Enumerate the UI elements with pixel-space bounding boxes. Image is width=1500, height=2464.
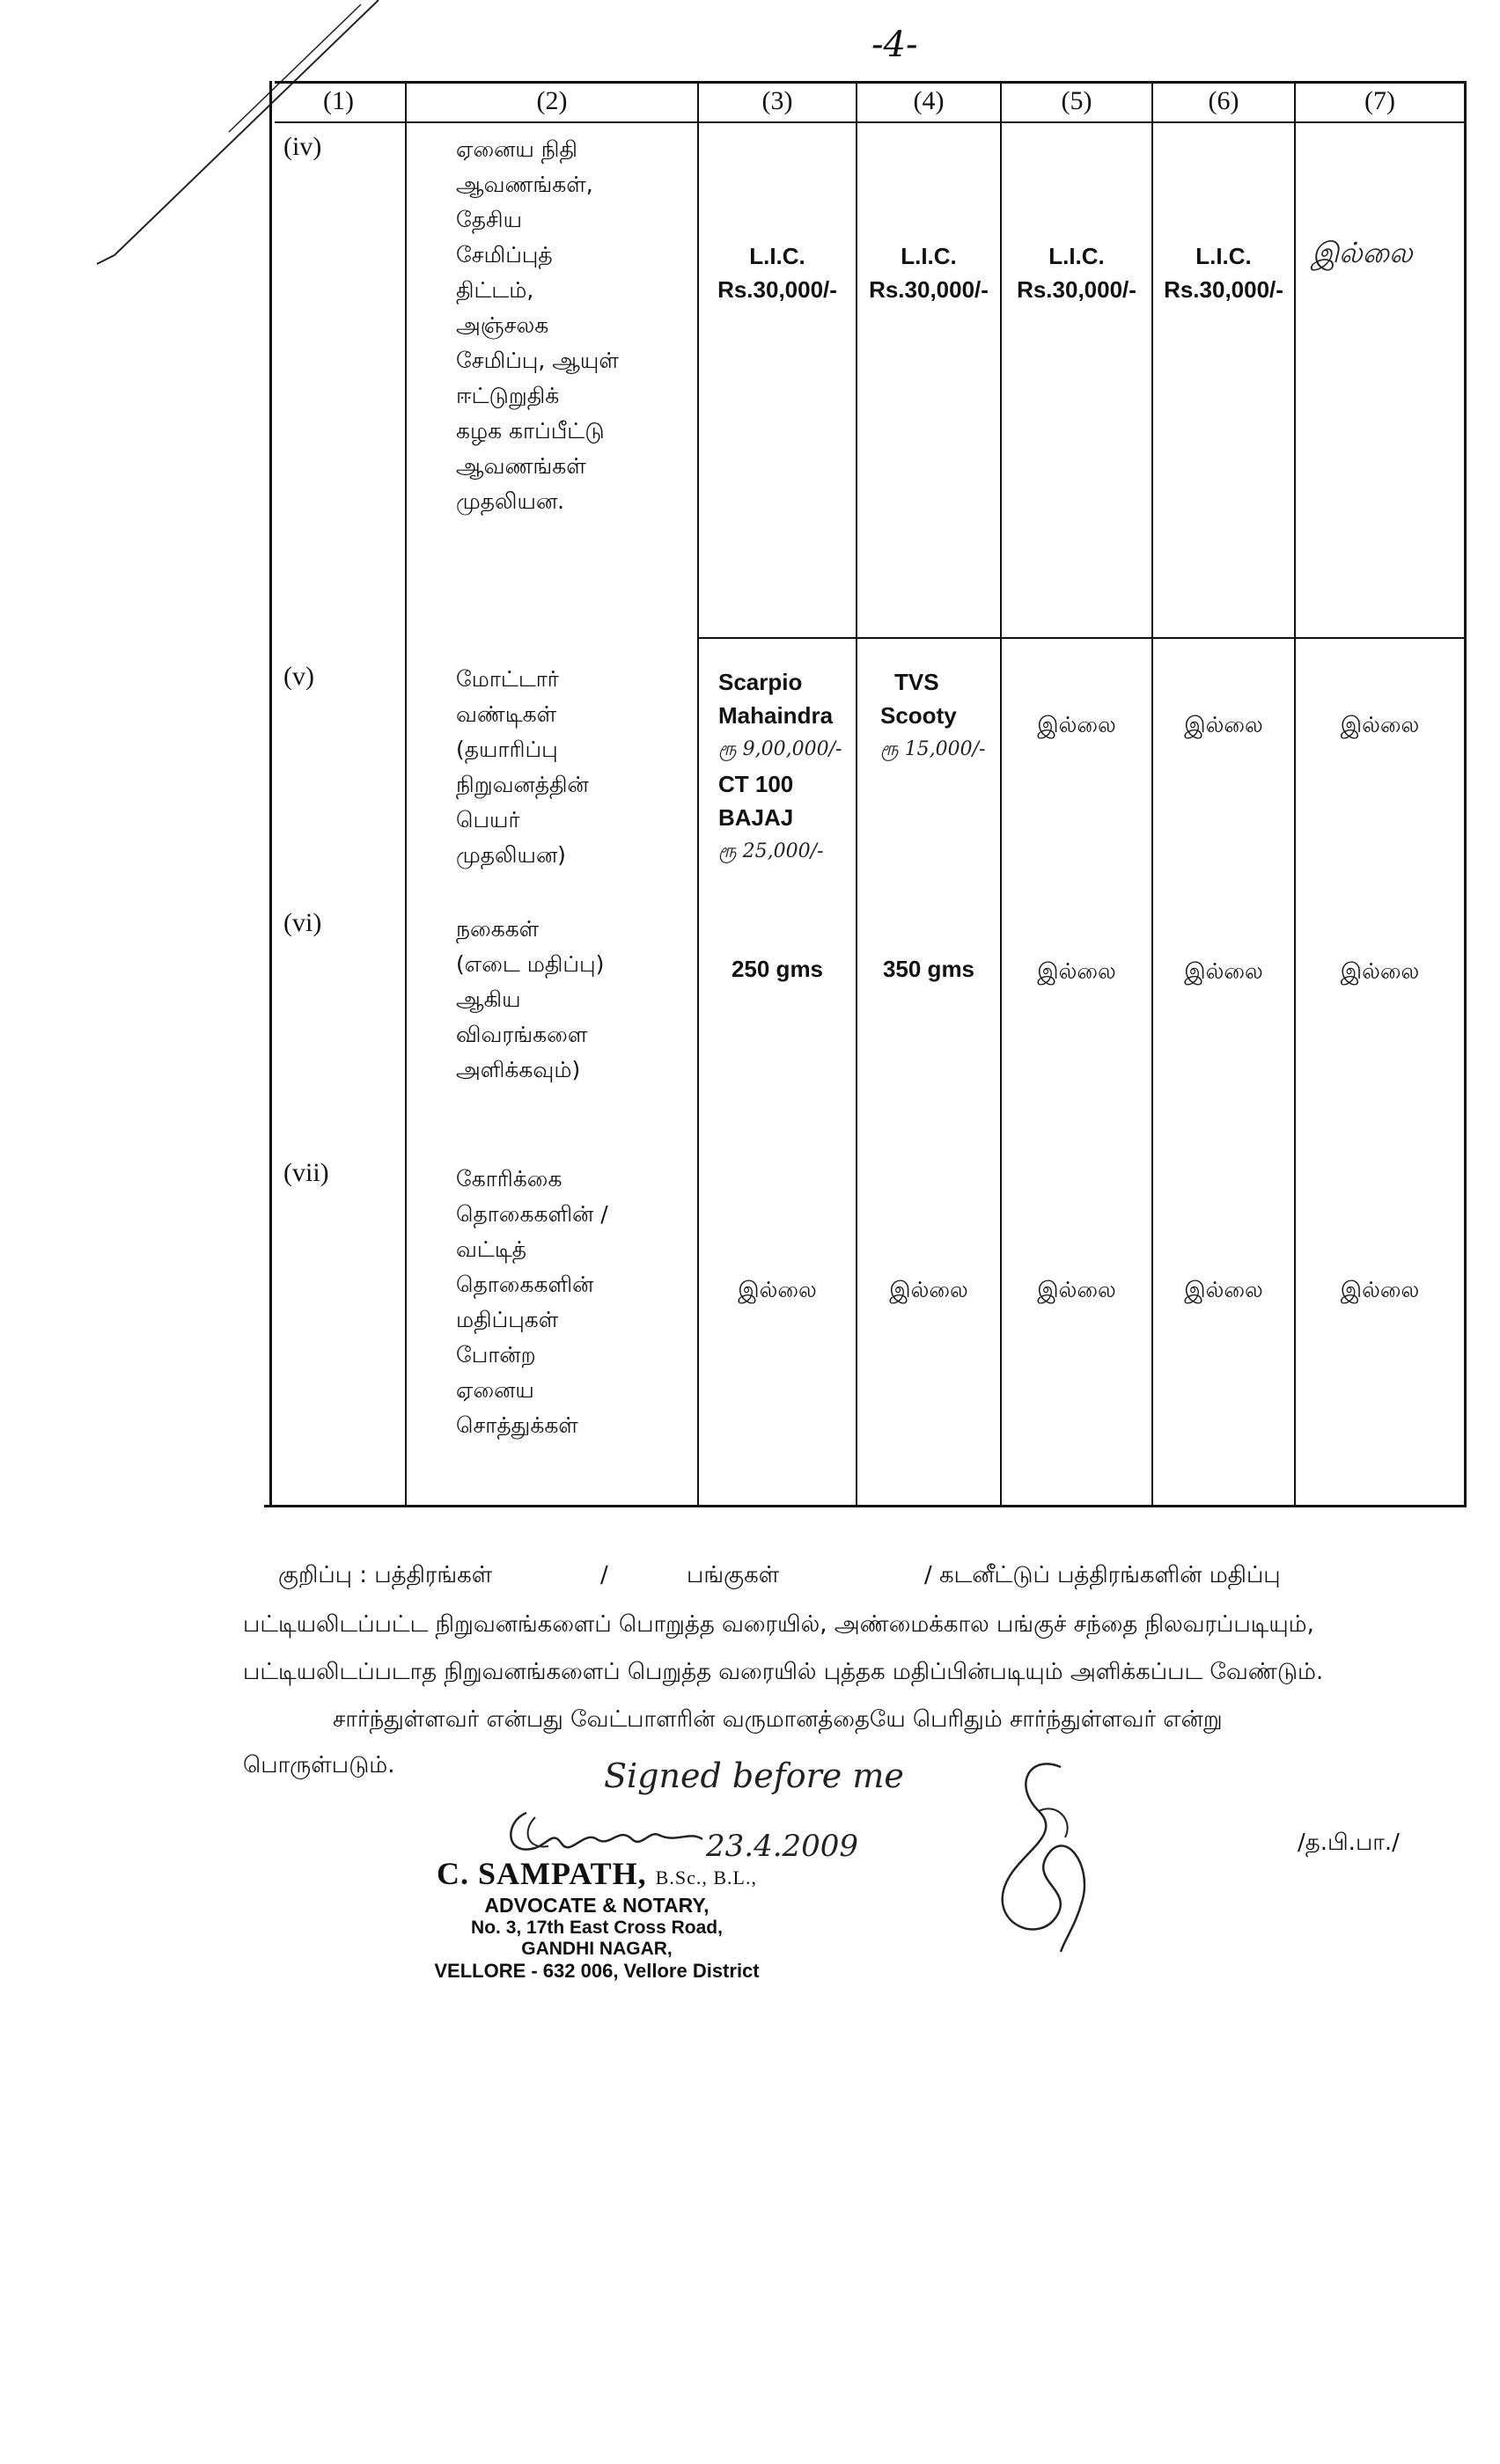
page-number: -4- xyxy=(871,25,918,65)
signed-before-me-text: Signed before me xyxy=(604,1756,904,1795)
cell-col-7-handwritten: இல்லை xyxy=(1312,236,1413,269)
row-description: மோட்டார் வண்டிகள் (தயாரிப்பு நிறுவனத்தின் பெயர் முதலியன) xyxy=(456,666,589,868)
header-col-1: (1) xyxy=(323,86,354,115)
row-number: (vii) xyxy=(283,1158,329,1187)
candidate-signature xyxy=(977,1749,1118,1961)
cell-col-6: இல்லை xyxy=(1184,1277,1263,1302)
cell-col-5: இல்லை xyxy=(1037,1277,1116,1302)
header-col-2: (2) xyxy=(536,86,568,115)
cell-col-3: Scarpio Mahaindra ரூ 9,00,000/- CT 100 BAJAJ ரூ 25,000/- xyxy=(718,669,842,862)
header-col-4: (4) xyxy=(913,86,945,115)
cell-col-3: L.I.C. Rs.30,000/- xyxy=(717,243,837,303)
cell-col-3: இல்லை xyxy=(738,1277,817,1302)
row-description: கோரிக்கை தொகைகளின் / வட்டித் தொகைகளின் மதிப்புகள் போன்ற ஏனைய சொத்துக்கள் xyxy=(456,1166,608,1438)
cell-col-4: 350 gms xyxy=(882,956,975,982)
cell-col-4: இல்லை xyxy=(889,1277,968,1302)
row-description: ஏனைய நிதி ஆவணங்கள், தேசிய சேமிப்புத் திட்டம், அஞ்சலக சேமிப்பு, ஆயுள் ஈட்டுறுதிக் கழக காப்பீட்டு ஆவணங்கள் முதலியன. xyxy=(456,136,619,514)
cell-col-6: L.I.C. Rs.30,000/- xyxy=(1164,243,1283,303)
corner-fold-mark xyxy=(97,0,387,299)
cell-col-5: இல்லை xyxy=(1037,958,1116,984)
cell-col-4: L.I.C. Rs.30,000/- xyxy=(869,243,989,303)
header-col-7: (7) xyxy=(1364,86,1395,115)
header-col-3: (3) xyxy=(761,86,793,115)
cell-col-6: இல்லை xyxy=(1184,958,1263,984)
cell-col-5: L.I.C. Rs.30,000/- xyxy=(1017,243,1136,303)
cell-col-5: இல்லை xyxy=(1037,712,1116,737)
row-number: (iv) xyxy=(283,132,322,161)
cell-col-7: இல்லை xyxy=(1340,958,1420,984)
row-number: (vi) xyxy=(283,908,322,937)
cell-col-7: இல்லை xyxy=(1340,1277,1420,1302)
notary-stamp: C. SAMPATH, B.Sc., B.L., ADVOCATE & NOTARY, No. 3, 17th East Cross Road, GANDHI NAGAR, VELLORE - 632 006, Vellore District xyxy=(434,1856,760,1982)
cell-col-7: இல்லை xyxy=(1340,712,1420,737)
signature-date: 23.4.2009 xyxy=(706,1829,859,1864)
cell-col-6: இல்லை xyxy=(1184,712,1263,737)
header-col-6: (6) xyxy=(1208,86,1239,115)
header-col-5: (5) xyxy=(1061,86,1092,115)
row-description: நகைகள் (எடை மதிப்பு) ஆகிய விவரங்களை அளிக்கவும்) xyxy=(456,916,605,1082)
cell-col-4: TVS Scooty ரூ 15,000/- xyxy=(880,669,986,760)
cell-col-3: 250 gms xyxy=(731,956,824,982)
initials-mark: /த.பி.பா./ xyxy=(1298,1830,1400,1856)
row-number: (v) xyxy=(283,662,314,691)
